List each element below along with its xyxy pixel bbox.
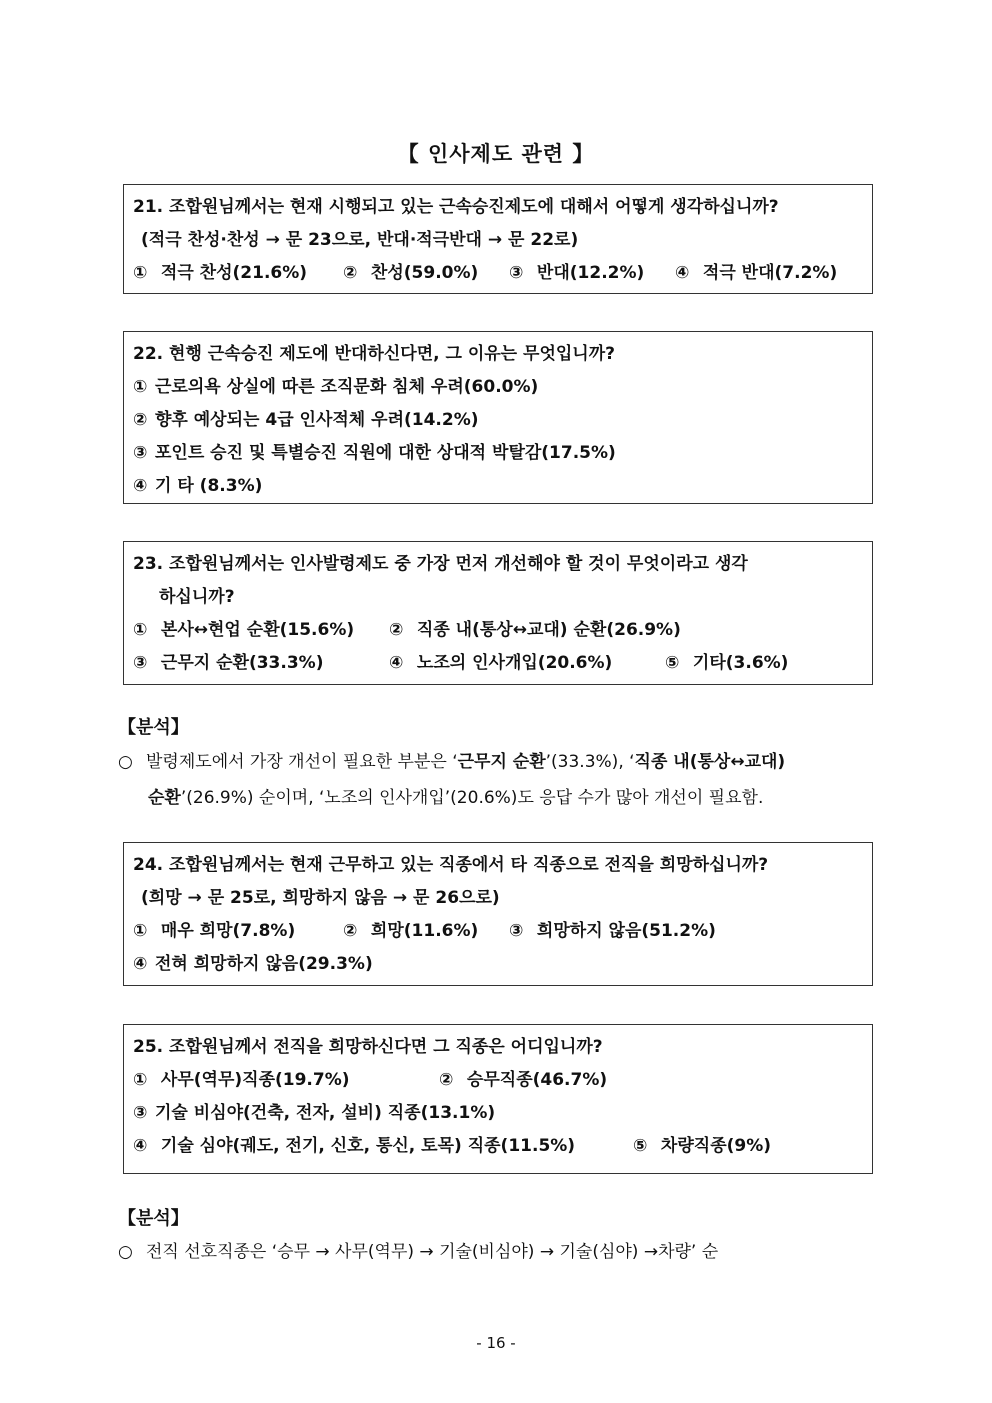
question-box-23 [123, 541, 873, 685]
question-23-options-row2 [133, 647, 862, 680]
bullet-icon: ○ [118, 752, 133, 772]
option: ② 직종 내(통상↔교대) 순환(26.9%) [389, 620, 681, 640]
question-23-text: 23. 조합원님께서는 인사발령제도 중 가장 먼저 개선해야 할 것이 무엇이라고 생각 [133, 554, 748, 574]
analysis-line: 순환’(26.9%) 순이며, ‘노조의 인사개입’(20.6%)도 응답 수가 많아 개선이 필요함. [148, 788, 764, 808]
question-box-21 [123, 184, 873, 294]
question-23-text-cont: 하십니까? [159, 587, 235, 607]
question-box-25 [123, 1024, 873, 1174]
option: ① 매우 희망(7.8%) [133, 921, 296, 941]
option: ⑤ 차량직종(9%) [633, 1136, 772, 1156]
question-24-options [133, 915, 862, 948]
option: ③ 기술 비심야(건축, 전자, 설비) 직종(13.1%) [133, 1103, 496, 1123]
option: ② 향후 예상되는 4급 인사적체 우려(14.2%) [133, 410, 479, 430]
option: ① 사무(역무)직종(19.7%) [133, 1070, 350, 1090]
option: ① 본사↔현업 순환(15.6%) [133, 620, 355, 640]
question-box-22 [123, 331, 873, 504]
option: ② 희망(11.6%) [343, 921, 479, 941]
question-21-options [133, 257, 862, 290]
option: ② 찬성(59.0%) [343, 263, 479, 283]
question-21-text: 21. 조합원님께서는 현재 시행되고 있는 근속승진제도에 대해서 어떻게 생각하십니까? [133, 197, 779, 217]
option: ② 승무직종(46.7%) [439, 1070, 608, 1090]
section-title: 【 인사제도 관련 】 [397, 142, 595, 166]
option: ① 근로의욕 상실에 따른 조직문화 침체 우려(60.0%) [133, 377, 539, 397]
analysis-paragraph [118, 744, 878, 816]
analysis-label: 【분석】 [118, 1208, 189, 1229]
question-24-text: 24. 조합원님께서는 현재 근무하고 있는 직종에서 타 직종으로 전직을 희망하십니까? [133, 855, 769, 875]
analysis-line: ○ 발령제도에서 가장 개선이 필요한 부분은 ‘근무지 순환’(33.3%), ‘직종 내(통상↔교대) [118, 744, 878, 780]
question-25-text: 25. 조합원님께서 전직을 희망하신다면 그 직종은 어디입니까? [133, 1037, 603, 1057]
question-25-options-row3 [133, 1130, 862, 1163]
option: ③ 포인트 승진 및 특별승진 직원에 대한 상대적 박탈감(17.5%) [133, 443, 616, 463]
page-number: - 16 - [476, 1334, 516, 1352]
option: ④ 적극 반대(7.2%) [675, 263, 838, 283]
question-21-note: (적극 찬성·찬성 → 문 23으로, 반대·적극반대 → 문 22로) [141, 230, 579, 250]
bullet-icon: ○ [118, 1242, 133, 1262]
analysis-line: ○ 전직 선호직종은 ‘승무 → 사무(역무) → 기술(비심야) → 기술(심야) →차량’ 순 [118, 1234, 878, 1270]
option: ① 적극 찬성(21.6%) [133, 263, 308, 283]
option: ④ 기술 심야(궤도, 전기, 신호, 통신, 토목) 직종(11.5%) [133, 1136, 576, 1156]
question-23-options-row1 [133, 614, 862, 647]
option: ③ 희망하지 않음(51.2%) [509, 921, 716, 941]
question-box-24 [123, 842, 873, 986]
option: ③ 근무지 순환(33.3%) [133, 653, 324, 673]
option: ⑤ 기타(3.6%) [665, 653, 789, 673]
option: ④ 기 타 (8.3%) [133, 476, 263, 496]
question-24-note: (희망 → 문 25로, 희망하지 않음 → 문 26으로) [141, 888, 500, 908]
option: ④ 전혀 희망하지 않음(29.3%) [133, 954, 373, 974]
question-25-options-row1 [133, 1064, 862, 1097]
option: ③ 반대(12.2%) [509, 263, 645, 283]
analysis-label: 【분석】 [118, 717, 189, 738]
analysis-paragraph [118, 1234, 878, 1270]
option: ④ 노조의 인사개입(20.6%) [389, 653, 613, 673]
question-22-text: 22. 현행 근속승진 제도에 반대하신다면, 그 이유는 무엇입니까? [133, 344, 615, 364]
